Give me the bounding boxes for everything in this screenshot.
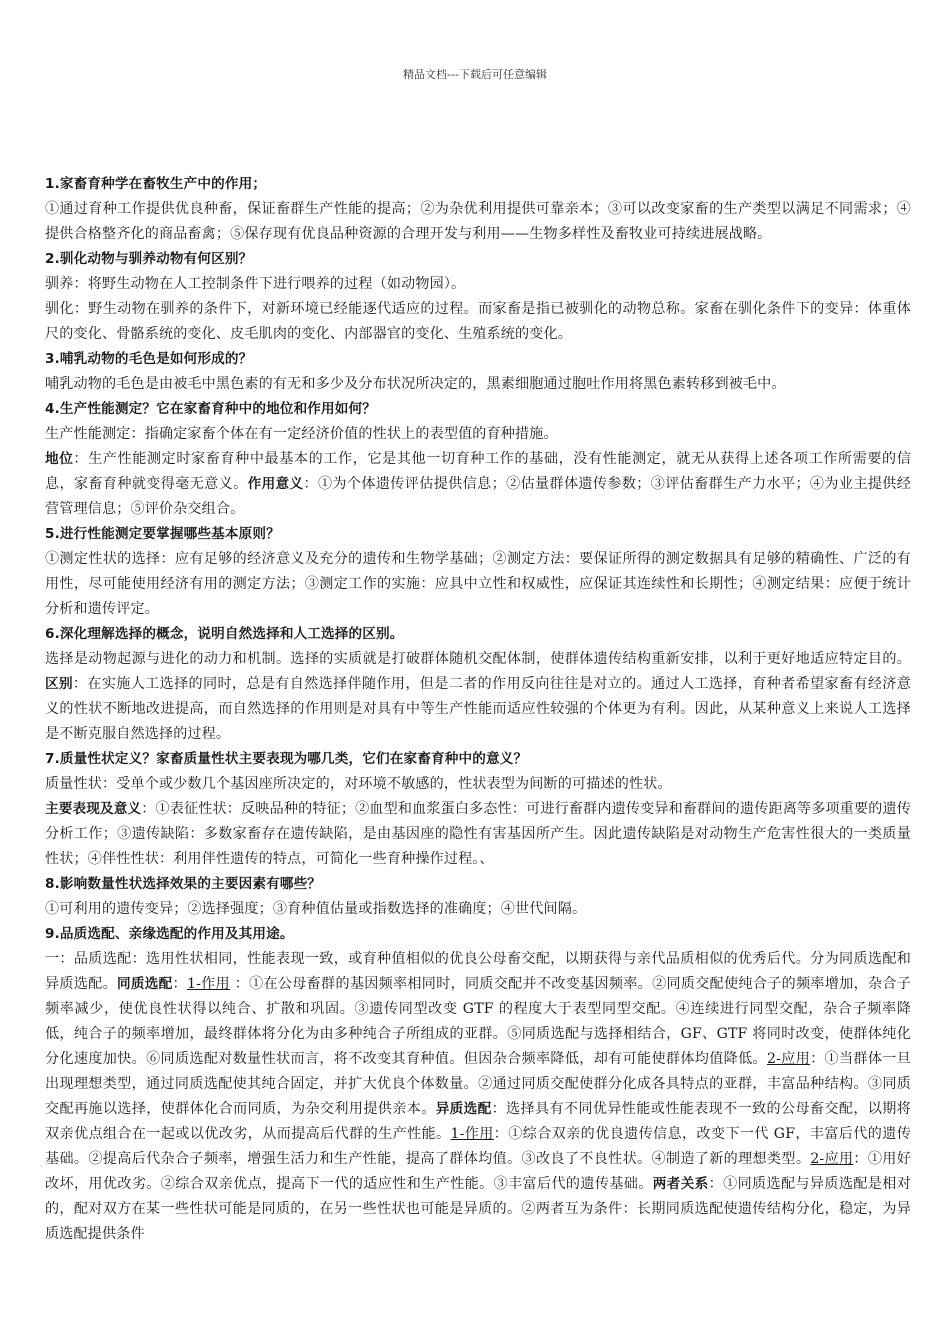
document-body bbox=[45, 172, 911, 1247]
question-7-title: 7.质量性状定义？家畜质量性状主要表现为哪几类，它们在家畜育种中的意义？ bbox=[45, 751, 528, 767]
heterogamy-effect-text: ：①综合双亲的优良遗传信息，改变下一代 GF，丰富后代的遗传基础。②提高后代杂合子频率，增强生活力和生产性能，提高了群体均值。③改良了不良性状。④制造了新的理想类型。 bbox=[45, 1126, 911, 1167]
question-5-title: 5.进行性能测定要掌握哪些基本原则？ bbox=[45, 526, 280, 542]
question-4-answer bbox=[45, 447, 911, 522]
status-label: 地位 bbox=[45, 451, 74, 467]
question-7-answer bbox=[45, 797, 911, 872]
question-3-answer: 哺乳动物的毛色是由被毛中黑色素的有无和多少及分布状况所决定的，黑素细胞通过胞吐作用将黑色素转移到被毛中。 bbox=[45, 376, 786, 392]
question-4-definition: 生产性能测定：指确定家畜个体在有一定经济价值的性状上的表型值的育种措施。 bbox=[45, 426, 558, 442]
question-9-title: 9.品质选配、亲缘选配的作用及其用途。 bbox=[45, 926, 294, 942]
homogamy-effect-text: ：①在公母畜群的基因频率相同时，同质交配并不改变基因频率。②同质交配使纯合子的频率增加，杂合子频率减少，使优良性状得以纯合、扩散和巩固。③遗传同型改变 GTF 的程度大于表型同型交配。④连续进行同型交配，杂合子频率降低，纯合子的频率增加，最终群体将分化为由多种纯合子所组成的亚群。⑤同质选配与选择相结合，GF、GTF 将同时改变，使群体纯化分化速度加快。⑥同质选配对数量性状而言，将不改变其育种值。但因杂合频率降低，却有可能使群体均值降低。 bbox=[45, 976, 911, 1067]
selection-concept-text: 选择是动物起源与进化的动力和机制。选择的实质就是打破群体随机交配体制，使群体遗传结构重新安排，以利于更好地适应特定目的。 bbox=[45, 651, 911, 667]
question-6-title: 6.深化理解选择的概念，说明自然选择和人工选择的区别。 bbox=[45, 626, 404, 642]
heterogamy-effect-heading: 1-作用 bbox=[450, 1126, 494, 1142]
question-9-answer bbox=[45, 947, 911, 1247]
question-3-title: 3.哺乳动物的毛色是如何形成的？ bbox=[45, 351, 253, 367]
relationship-label: 两者关系 bbox=[652, 1176, 709, 1192]
status-text: ：生产性能测定时家畜育种中最基本的工作，它是其他一切育种工作的基础，没有性能测定，就无从获得上述各项工作所需要的信息，家畜育种就变得毫无意义。 bbox=[45, 451, 911, 492]
page-header: 精品文档---下载后可任意编辑 bbox=[403, 68, 547, 81]
question-5-answer: ①测定性状的选择：应有足够的经济意义及充分的遗传和生物学基础；②测定方法：要保证所得的测定数据具有足够的精确性、广泛的有用性，尽可能使用经济有用的测定方法；③测定工作的实施：应具中立性和权威性，应保证其连续性和长期性；④测定结果：应便于统计分析和遗传评定。 bbox=[45, 551, 911, 617]
question-2-answer-domestication-feeding: 驯养：将野生动物在人工控制条件下进行喂养的过程（如动物园）。 bbox=[45, 276, 466, 292]
homogamy-application-heading: 2-应用 bbox=[766, 1051, 811, 1067]
quality-mating-intro: 一：品质选配：选用性状相同，性能表现一致，或育种值相似的优良公母畜交配，以期获得与亲代品质相似的优秀后代。分为同质选配和异质选配。 bbox=[45, 951, 911, 992]
question-2-title: 2.驯化动物与驯养动物有何区别？ bbox=[45, 251, 253, 267]
heterogamy-definition: ：选择具有不同优异性能或性能表现不一致的公母畜交配，以期将双亲优点组合在一起或以优改劣，从而提高后代群的生产性能。 bbox=[45, 1101, 911, 1142]
homogamy-application-text: ：①当群体一旦出现理想类型，通过同质选配使其纯合固定，并扩大优良个体数量。②通过同质交配使群分化成各具特点的亚群，丰富品种结构。③同质交配再施以选择，使群体化合而同质，为杂交利用提供亲本。 bbox=[45, 1051, 911, 1117]
question-4-title: 4.生产性能测定？它在家畜育种中的地位和作用如何？ bbox=[45, 401, 377, 417]
question-7-definition: 质量性状：受单个或少数几个基因座所决定的，对环境不敏感的，性状表型为间断的可描述的性状。 bbox=[45, 776, 672, 792]
heterogamy-application-text: ：①用好改坏，用优改劣。②综合双亲优点，提高下一代的适应性和生产性能。③丰富后代的遗传基础。 bbox=[45, 1151, 911, 1192]
relationship-text: ：①同质选配与异质选配是相对的，配对双方在某一些性状可能是同质的，在另一些性状也可能是异质的。②两者互为条件：长期同质选配使遗传结构分化，稳定，为异质选配提供条件 bbox=[45, 1176, 911, 1242]
main-expression-label: 主要表现及意义 bbox=[45, 801, 142, 817]
homogamy-label: 同质选配 bbox=[116, 976, 173, 992]
main-expression-text: ：①表征性状：反映品种的特征；②血型和血浆蛋白多态性：可进行畜群内遗传变异和畜群间的遗传距离等多项重要的遗传分析工作；③遗传缺陷：多数家畜存在遗传缺陷，是由基因座的隐性有害基因所产生。因此遗传缺陷是对动物生产危害性很大的一类质量性状；④伴性性状：利用伴性遗传的特点，可简化一些育种操作过程。、 bbox=[45, 801, 911, 867]
heterogamy-label: 异质选配 bbox=[435, 1101, 492, 1117]
question-8-title: 8.影响数量性状选择效果的主要因素有哪些？ bbox=[45, 876, 322, 892]
homogamy-effect-heading: 1-作用 bbox=[186, 976, 230, 992]
heterogamy-application-heading: 2-应用 bbox=[810, 1151, 854, 1167]
difference-label: 区别 bbox=[45, 676, 73, 692]
question-2-answer-domestication: 驯化：野生动物在驯养的条件下，对新环境已经能逐代适应的过程。而家畜是指已被驯化的动物总称。家畜在驯化条件下的变异：体重体尺的变化、骨骼系统的变化、皮毛肌肉的变化、内部器官的变化、生殖系统的变化。 bbox=[45, 301, 911, 342]
question-1-answer: ①通过育种工作提供优良种畜，保证畜群生产性能的提高；②为杂优利用提供可靠亲本；③可以改变家畜的生产类型以满足不同需求；④提供合格整齐化的商品畜禽；⑤保存现有优良品种资源的合理开发与利用——生物多样性及畜牧业可持续进展战略。 bbox=[45, 201, 911, 242]
role-label: 作用意义 bbox=[247, 476, 304, 492]
role-text: ：①为个体遗传评估提供信息；②估量群体遗传参数；③评估畜群生产力水平；④为业主提供经营管理信息；⑤评价杂交组合。 bbox=[45, 476, 912, 517]
colon: ： bbox=[172, 976, 187, 992]
difference-text: ：在实施人工选择的同时，总是有自然选择伴随作用，但是二者的作用反向往往是对立的。通过人工选择，育种者希望家畜有经济意义的性状不断地改进提高，而自然选择的作用则是对具有中等生产性能而适应性较强的个体更为有利。因此，从某种意义上来说人工选择是不断克服自然选择的过程。 bbox=[45, 676, 911, 742]
question-6-answer bbox=[45, 647, 911, 747]
question-8-answer: ①可利用的遗传变异；②选择强度；③育种值估量或指数选择的准确度；④世代间隔。 bbox=[45, 901, 587, 917]
question-1-title: 1.家畜育种学在畜牧生产中的作用； bbox=[45, 176, 267, 192]
